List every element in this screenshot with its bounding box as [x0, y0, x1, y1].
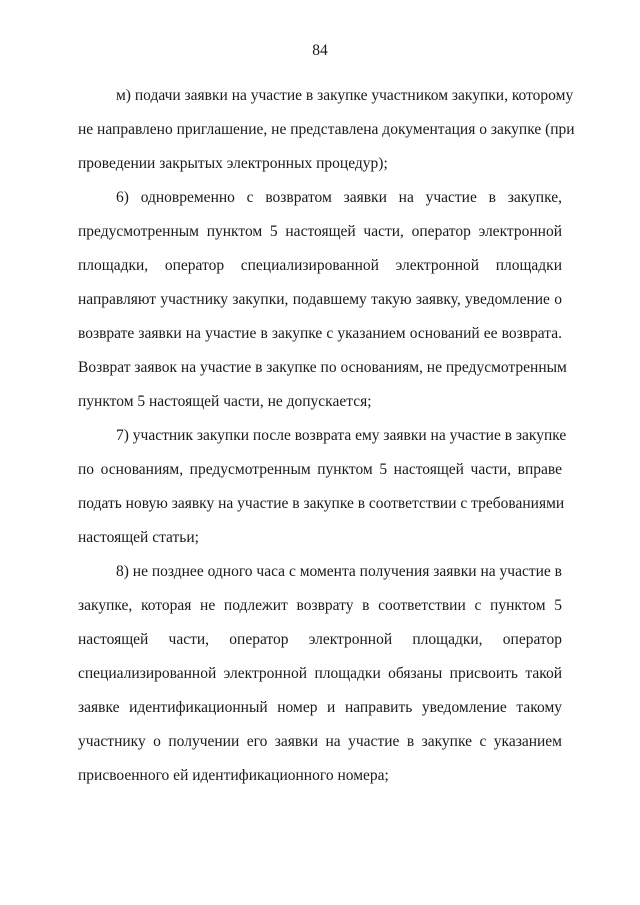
paragraph-7: [78, 419, 567, 555]
text-line: площадки, оператор специализированной электронной площадки: [78, 257, 562, 274]
text-line: заявке идентификационный номер и направить уведомление такому: [78, 699, 562, 716]
text-line: пунктом 5 настоящей части, не допускается;: [78, 393, 372, 410]
document-body: [78, 79, 575, 793]
text-line: Возврат заявок на участие в закупке по основаниям, не предусмотренным: [78, 359, 567, 376]
text-line: предусмотренным пунктом 5 настоящей части, оператор электронной: [78, 223, 562, 240]
text-line: по основаниям, предусмотренным пунктом 5 настоящей части, вправе: [78, 461, 562, 478]
paragraph-m: [78, 79, 575, 181]
text-line: направляют участнику закупки, подавшему такую заявку, уведомление о: [78, 291, 562, 308]
text-line: участнику о получении его заявки на участие в закупке с указанием: [78, 733, 562, 750]
text-line: проведении закрытых электронных процедур);: [78, 155, 388, 172]
text-line: подать новую заявку на участие в закупке в соответствии с требованиями: [78, 495, 565, 512]
text-line: закупке, которая не подлежит возврату в соответствии с пунктом 5: [78, 597, 562, 614]
text-line: специализированной электронной площадки обязаны присвоить такой: [78, 665, 562, 682]
text-line: настоящей статьи;: [78, 529, 199, 546]
text-line: возврате заявки на участие в закупке с указанием оснований ее возврата.: [78, 325, 562, 342]
text-line: 6) одновременно с возвратом заявки на участие в закупке,: [116, 189, 562, 206]
text-line: присвоенного ей идентификационного номера;: [78, 767, 389, 784]
text-line: настоящей части, оператор электронной площадки, оператор: [78, 631, 562, 648]
text-line: 8) не позднее одного часа с момента получения заявки на участие в: [116, 563, 562, 580]
paragraph-8: [78, 555, 562, 793]
paragraph-6: [78, 181, 567, 419]
text-line: не направлено приглашение, не представлена документация о закупке (при: [78, 121, 575, 138]
page-number: 84: [312, 42, 328, 59]
text-line: м) подачи заявки на участие в закупке участником закупки, которому: [116, 87, 574, 104]
text-line: 7) участник закупки после возврата ему заявки на участие в закупке: [116, 427, 567, 444]
